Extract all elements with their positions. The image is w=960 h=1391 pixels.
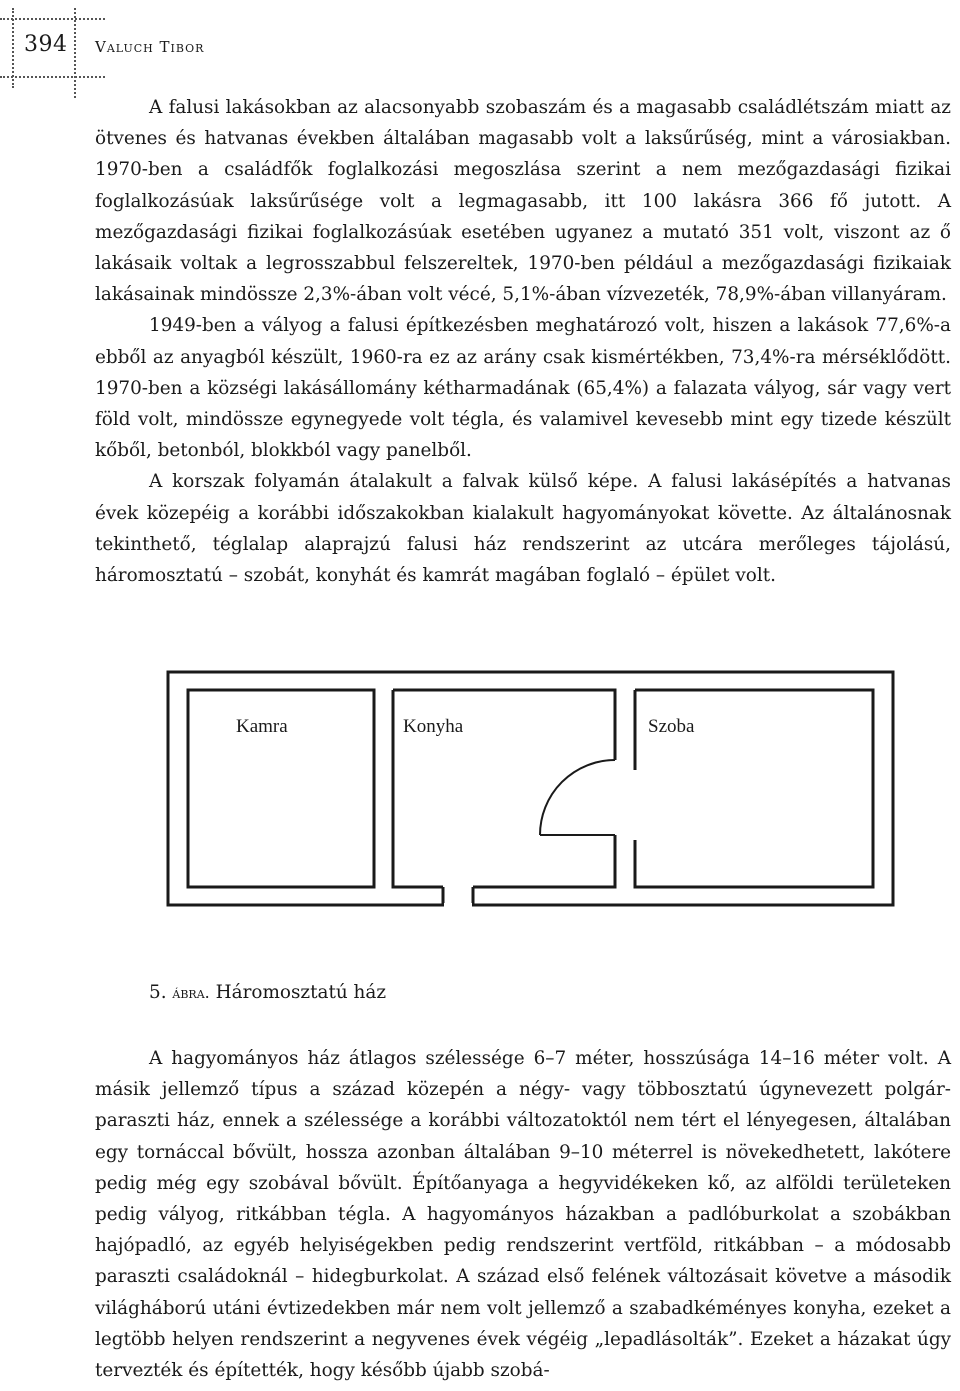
outer-wall-outer (168, 672, 893, 905)
header-dotted-rule-left (12, 8, 14, 88)
figure-title: Háromosztatú ház (215, 982, 387, 1003)
paragraph: 1949-ben a vályog a falusi építkezésben meghatározó volt, hiszen a lakások 77,6%-a ebből az anyagból készült, 1960-ra ez az arány csak kismértékben, 73,4%-ra mérséklődött. 1970-ben a községi lakásállomány kétharmadának (65,4%) a falazata vályog, sár vagy vert föld volt, mindössze egynegyede volt tégla, és valamivel kevesebb mint egy tizede készült kőből, betonból, blokkból vagy panelből. (95, 315, 951, 462)
figure-caption (149, 982, 386, 1003)
floor-plan-walls (168, 672, 893, 905)
body-text-top (95, 92, 951, 591)
header-dotted-rule-bottom (0, 76, 105, 78)
paragraph: A falusi lakásokban az alacsonyabb szobaszám és a magasabb családlétszám miatt az ötvenes és hatvanas években általában magasabb volt a laksűrűség, mint a városiakban. 1970-ben a családfők foglalkozási megoszlása szerint a nem mezőgazdasági fizikai foglalkozásúak laksűrűsége volt a legmagasabb, itt 100 lakásra 366 fő jutott. A mezőgazdasági fizikai foglalkozásúak esetében ugyanez a mutató 351 volt, viszont az ő lakásaik voltak a legrosszabbul felszereltek, 1970-ben például a mezőgazdasági fizikaiak lakásainak mindössze 2,3%-ában volt vécé, 5,1%-ában vízvezeték, 78,9%-ában villanyáram. (95, 97, 951, 306)
room-label-szoba: Szoba (648, 716, 695, 737)
header-dotted-rule-top (0, 18, 105, 20)
figure-label: ábra. (172, 983, 210, 1002)
running-head: Valuch Tibor (95, 38, 205, 56)
room-label-konyha: Konyha (403, 716, 464, 737)
figure-number: 5. (149, 982, 167, 1003)
paragraph: A korszak folyamán átalakult a falvak külső képe. A falusi lakásépítés a hatvanas évek közepéig a korábbi időszakokban kialakult hagyományokat követte. Az általánosnak tekinthető, téglalap alaprajzú falusi ház rendszerint az utcára merőleges tájolású, háromosztatú – szobát, konyhát és kamrát magában foglaló – épület volt. (95, 471, 951, 587)
body-text-bottom (95, 1043, 951, 1386)
door-swing-arc (540, 760, 615, 835)
page-number: 394 (24, 32, 68, 57)
room-label-kamra: Kamra (236, 716, 288, 737)
floor-plan-figure (0, 660, 960, 960)
paragraph: A hagyományos ház átlagos szélessége 6–7 méter, hosszúsága 14–16 méter volt. A másik jellemző típus a század közepén a négy- vagy többosztatú úgynevezett polgár-paraszti ház, ennek a szélessége a korábbi változatoktól nem tért el lényegesen, általában egy tornáccal bővült, hossza azonban általában 9–10 méterrel is növekedhetett, lakótere pedig még egy szobával bővült. Építőanyaga a hegyvidékeken kő, az alföldi területeken pedig vályog, ritkábban tégla. A hagyományos házakban a padlóburkolat a szobákban hajópadló, az egyéb helyiségekben pedig rendszerint vertföld, ritkábban – a módosabb paraszti családoknál – hidegburkolat. A század első felének változásait követve a második világháború utáni évtizedekben már nem volt jellemző a szabadkéményes konyha, ezeket a legtöbb helyen rendszerint a negyvenes évek végéig „lepadlásolták”. Ezeket a házakat úgy tervezték és építették, hogy később újabb szobá- (95, 1048, 951, 1382)
header-dotted-rule-right (74, 8, 76, 98)
entrance-opening (444, 903, 472, 907)
